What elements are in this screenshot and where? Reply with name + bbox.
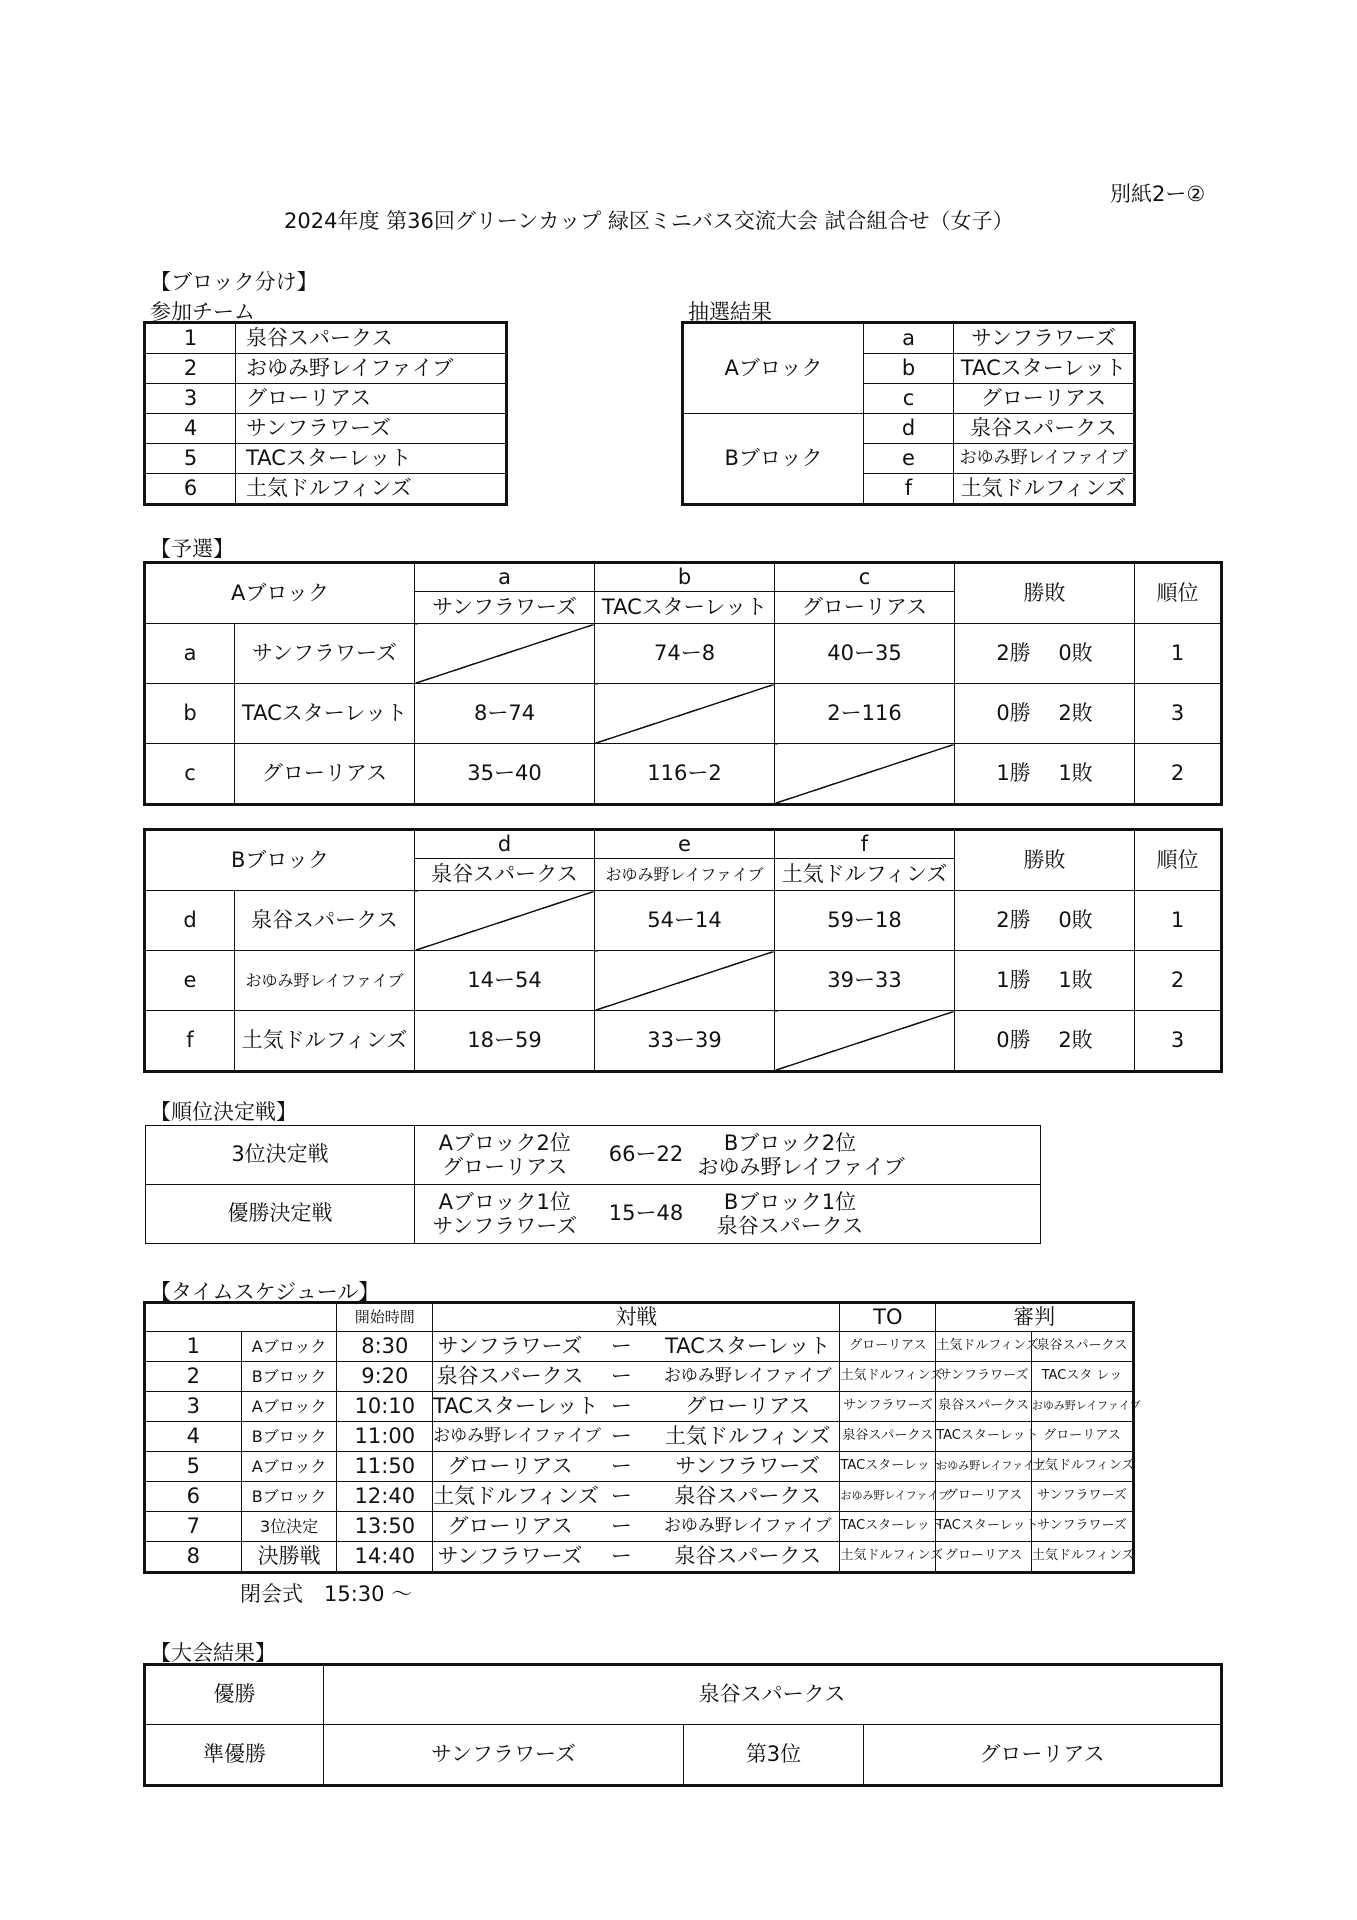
participant-row [146, 414, 506, 444]
left-seed: Aブロック2位 [438, 1130, 571, 1155]
start-time-header: 開始時間 [337, 1304, 433, 1332]
vs-dash: ー [587, 1452, 656, 1482]
match-type: Aブロック [241, 1452, 337, 1482]
rank-header: 順位 [1135, 564, 1221, 624]
score-cell: 39ー33 [775, 951, 955, 1011]
draw-team: おゆみ野レイファイブ [954, 444, 1134, 474]
draw-key: e [864, 444, 954, 474]
referee-header: 審判 [936, 1304, 1133, 1332]
participant-name: サンフラワーズ [236, 414, 506, 444]
draw-team: 土気ドルフィンズ [954, 474, 1134, 504]
col-team: TACスターレット [595, 592, 775, 624]
score-cell: 54ー14 [595, 891, 775, 951]
runner-up-team: サンフラワーズ [324, 1725, 684, 1785]
schedule-row [146, 1422, 1133, 1452]
participant-row [146, 444, 506, 474]
home-team: サンフラワーズ [433, 1332, 587, 1362]
participant-row [146, 384, 506, 414]
to-team: TACスターレット [840, 1452, 936, 1482]
participant-row [146, 354, 506, 384]
schedule-table [145, 1303, 1141, 1572]
away-team: 泉谷スパークス [656, 1542, 840, 1572]
vs-dash: ー [587, 1362, 656, 1392]
to-team: 土気ドルフィンズ [840, 1362, 936, 1392]
draw-key: d [864, 414, 954, 444]
third-place-team: グローリアス [864, 1725, 1221, 1785]
to-team: TACスターレット [840, 1512, 936, 1542]
win-loss-cell: 2勝 0敗 [955, 891, 1135, 951]
win-loss-cell: 0勝 2敗 [955, 1011, 1135, 1071]
ranking-label: 優勝決定戦 [146, 1185, 415, 1244]
vs-dash: ー [587, 1542, 656, 1572]
away-team: おゆみ野レイファイブ [656, 1362, 840, 1392]
schedule-row [146, 1542, 1133, 1572]
match-no: 4 [146, 1422, 242, 1452]
col-key: d [415, 831, 595, 859]
block-a-label: Aブロック [684, 324, 864, 414]
row-team: 泉谷スパークス [235, 891, 415, 951]
rank-cell: 1 [1135, 624, 1221, 684]
win-loss-header: 勝敗 [955, 831, 1135, 891]
match-no: 8 [146, 1542, 242, 1572]
draw-team: 泉谷スパークス [954, 414, 1134, 444]
participants-table [145, 323, 506, 504]
participant-no: 3 [146, 384, 236, 414]
draw-results-label: 抽選結果 [688, 300, 772, 324]
row-team: TACスターレット [235, 684, 415, 744]
participant-name: TACスターレット [236, 444, 506, 474]
results-table [145, 1665, 1221, 1785]
col-key: a [415, 564, 595, 592]
rank-cell: 1 [1135, 891, 1221, 951]
home-team: グローリアス [433, 1512, 587, 1542]
col-team: 土気ドルフィンズ [775, 859, 955, 891]
right-seed: Bブロック2位 [723, 1130, 857, 1155]
result-row [146, 891, 1221, 951]
match-time: 11:50 [337, 1452, 433, 1482]
to-team: おゆみ野レイファイブ [840, 1482, 936, 1512]
block-a-results-table [145, 563, 1221, 804]
result-row [146, 1011, 1221, 1071]
self-match-cell [415, 891, 595, 951]
ranking-score: 66ー22 [595, 1126, 698, 1185]
row-key: e [146, 951, 235, 1011]
score-cell: 33ー39 [595, 1011, 775, 1071]
win-loss-header: 勝敗 [955, 564, 1135, 624]
match-type: Bブロック [241, 1362, 337, 1392]
win-loss-cell: 2勝 0敗 [955, 624, 1135, 684]
score-cell: 35ー40 [415, 744, 595, 804]
row-key: d [146, 891, 235, 951]
ranking-row [146, 1185, 1041, 1244]
self-match-cell [595, 684, 775, 744]
col-key: b [595, 564, 775, 592]
referee-2: サンフラワーズ [1031, 1482, 1132, 1512]
self-match-cell [415, 624, 595, 684]
score-cell: 8ー74 [415, 684, 595, 744]
to-team: 土気ドルフィンズ [840, 1542, 936, 1572]
col-team: おゆみ野レイファイブ [595, 859, 775, 891]
block-b-label: Bブロック [684, 414, 864, 504]
right-seed-cell [697, 1126, 905, 1185]
result-row [146, 744, 1221, 804]
right-seed-cell [698, 1185, 883, 1244]
rank-cell: 3 [1135, 684, 1221, 744]
vs-dash: ー [587, 1512, 656, 1542]
participant-no: 5 [146, 444, 236, 474]
result-row [146, 684, 1221, 744]
ranking-label: 3位決定戦 [146, 1126, 415, 1185]
participant-row [146, 324, 506, 354]
away-team: 土気ドルフィンズ [656, 1422, 840, 1452]
block-a-header: Aブロック [146, 564, 415, 624]
rank-cell: 2 [1135, 951, 1221, 1011]
block-b-header: Bブロック [146, 831, 415, 891]
col-team: サンフラワーズ [415, 592, 595, 624]
row-team: 土気ドルフィンズ [235, 1011, 415, 1071]
match-time: 11:00 [337, 1422, 433, 1452]
rank-cell: 3 [1135, 1011, 1221, 1071]
referee-2: おゆみ野レイファイブ [1031, 1392, 1132, 1422]
away-team: グローリアス [656, 1392, 840, 1422]
closing-ceremony: 閉会式 15:30 ～ [240, 1582, 413, 1606]
score-cell: 18ー59 [415, 1011, 595, 1071]
right-team: 泉谷スパークス [716, 1214, 864, 1238]
referee-1: 泉谷スパークス [936, 1392, 1032, 1422]
participant-no: 6 [146, 474, 236, 504]
match-type: Aブロック [241, 1332, 337, 1362]
ranking-heading: 【順位決定戦】 [150, 1100, 297, 1124]
home-team: 泉谷スパークス [433, 1362, 587, 1392]
vs-dash: ー [587, 1332, 656, 1362]
participant-no: 2 [146, 354, 236, 384]
referee-1: グローリアス [936, 1482, 1032, 1512]
referee-1: TACスターレット [936, 1512, 1032, 1542]
match-no: 7 [146, 1512, 242, 1542]
schedule-row [146, 1362, 1133, 1392]
win-loss-cell: 1勝 1敗 [955, 951, 1135, 1011]
prelim-heading: 【予選】 [150, 537, 234, 561]
results-heading: 【大会結果】 [150, 1641, 276, 1665]
win-loss-cell: 1勝 1敗 [955, 744, 1135, 804]
row-key: f [146, 1011, 235, 1071]
schedule-row [146, 1332, 1133, 1362]
schedule-row [146, 1392, 1133, 1422]
to-team: 泉谷スパークス [840, 1422, 936, 1452]
row-team: おゆみ野レイファイブ [235, 951, 415, 1011]
draw-team: グローリアス [954, 384, 1134, 414]
draw-key: b [864, 354, 954, 384]
left-seed-cell [415, 1185, 595, 1244]
home-team: グローリアス [433, 1452, 587, 1482]
match-type: 決勝戦 [241, 1542, 337, 1572]
referee-2: 泉谷スパークス [1031, 1332, 1132, 1362]
draw-team: TACスターレット [954, 354, 1134, 384]
col-key: e [595, 831, 775, 859]
referee-2: サンフラワーズ [1031, 1512, 1132, 1542]
match-type: 3位決定 [241, 1512, 337, 1542]
match-time: 8:30 [337, 1332, 433, 1362]
participant-no: 4 [146, 414, 236, 444]
score-cell: 14ー54 [415, 951, 595, 1011]
referee-1: 土気ドルフィンズ [936, 1332, 1032, 1362]
referee-1: TACスターレット [936, 1422, 1032, 1452]
away-team: サンフラワーズ [656, 1452, 840, 1482]
referee-2: グローリアス [1031, 1422, 1132, 1452]
row-team: グローリアス [235, 744, 415, 804]
draw-key: a [864, 324, 954, 354]
ranking-matches-table [145, 1125, 1041, 1244]
match-time: 12:40 [337, 1482, 433, 1512]
match-time: 14:40 [337, 1542, 433, 1572]
match-type: Bブロック [241, 1482, 337, 1512]
left-seed-cell [415, 1126, 595, 1185]
match-time: 9:20 [337, 1362, 433, 1392]
document-title: 2024年度 第36回グリーンカップ 緑区ミニバス交流大会 試合組合せ（女子） [284, 209, 1014, 233]
match-type: Aブロック [241, 1392, 337, 1422]
away-team: おゆみ野レイファイブ [656, 1512, 840, 1542]
row-key: b [146, 684, 235, 744]
self-match-cell [595, 951, 775, 1011]
match-header: 対戦 [433, 1304, 840, 1332]
home-team: サンフラワーズ [433, 1542, 587, 1572]
participant-no: 1 [146, 324, 236, 354]
draw-team: サンフラワーズ [954, 324, 1134, 354]
row-key: c [146, 744, 235, 804]
appendix-label: 別紙2ー② [1110, 182, 1206, 206]
referee-1: サンフラワーズ [936, 1362, 1032, 1392]
schedule-row [146, 1512, 1133, 1542]
col-key: c [775, 564, 955, 592]
result-row [146, 624, 1221, 684]
home-team: TACスターレット [433, 1392, 587, 1422]
left-team: グローリアス [442, 1155, 568, 1179]
row-team: サンフラワーズ [235, 624, 415, 684]
referee-1: グローリアス [936, 1542, 1032, 1572]
match-type: Bブロック [241, 1422, 337, 1452]
vs-dash: ー [587, 1392, 656, 1422]
ranking-row [146, 1126, 1041, 1185]
referee-2: 土気ドルフィンズ [1031, 1542, 1132, 1572]
match-no: 6 [146, 1482, 242, 1512]
referee-2: 土気ドルフィンズ [1031, 1452, 1132, 1482]
champion-team: 泉谷スパークス [324, 1666, 1221, 1725]
third-place-label: 第3位 [684, 1725, 864, 1785]
match-time: 13:50 [337, 1512, 433, 1542]
participant-name: グローリアス [236, 384, 506, 414]
right-seed: Bブロック1位 [723, 1189, 857, 1214]
row-key: a [146, 624, 235, 684]
match-time: 10:10 [337, 1392, 433, 1422]
schedule-row [146, 1482, 1133, 1512]
block-b-results-table [145, 830, 1221, 1071]
vs-dash: ー [587, 1482, 656, 1512]
left-team: サンフラワーズ [432, 1214, 578, 1238]
rank-cell: 2 [1135, 744, 1221, 804]
home-team: 土気ドルフィンズ [433, 1482, 587, 1512]
block-division-heading: 【ブロック分け】 [150, 270, 318, 294]
referee-2: TACスタ レッ [1031, 1362, 1132, 1392]
draw-results-table [683, 323, 1134, 504]
away-team: 泉谷スパークス [656, 1482, 840, 1512]
to-team: サンフラワーズ [840, 1392, 936, 1422]
to-header: TO [840, 1304, 936, 1332]
schedule-row [146, 1452, 1133, 1482]
score-cell: 116ー2 [595, 744, 775, 804]
col-team: 泉谷スパークス [415, 859, 595, 891]
match-no: 3 [146, 1392, 242, 1422]
col-key: f [775, 831, 955, 859]
runner-up-label: 準優勝 [146, 1725, 324, 1785]
score-cell: 74ー8 [595, 624, 775, 684]
win-loss-cell: 0勝 2敗 [955, 684, 1135, 744]
participants-label: 参加チーム [150, 300, 255, 324]
right-team: おゆみ野レイファイブ [697, 1155, 905, 1179]
self-match-cell [775, 744, 955, 804]
participant-name: 泉谷スパークス [236, 324, 506, 354]
rank-header: 順位 [1135, 831, 1221, 891]
participant-row [146, 474, 506, 504]
draw-key: f [864, 474, 954, 504]
away-team: TACスターレット [656, 1332, 840, 1362]
home-team: おゆみ野レイファイブ [433, 1422, 587, 1452]
result-row [146, 951, 1221, 1011]
to-team: グローリアス [840, 1332, 936, 1362]
score-cell: 40ー35 [775, 624, 955, 684]
left-seed: Aブロック1位 [438, 1189, 571, 1214]
self-match-cell [775, 1011, 955, 1071]
col-team: グローリアス [775, 592, 955, 624]
draw-key: c [864, 384, 954, 414]
schedule-heading: 【タイムスケジュール】 [150, 1280, 380, 1304]
match-no: 2 [146, 1362, 242, 1392]
score-cell: 59ー18 [775, 891, 955, 951]
match-no: 1 [146, 1332, 242, 1362]
referee-1: おゆみ野レイファイブ [936, 1452, 1032, 1482]
champion-label: 優勝 [146, 1666, 324, 1725]
score-cell: 2ー116 [775, 684, 955, 744]
participant-name: おゆみ野レイファイブ [236, 354, 506, 384]
ranking-score: 15ー48 [595, 1185, 698, 1244]
participant-name: 土気ドルフィンズ [236, 474, 506, 504]
match-no: 5 [146, 1452, 242, 1482]
vs-dash: ー [587, 1422, 656, 1452]
